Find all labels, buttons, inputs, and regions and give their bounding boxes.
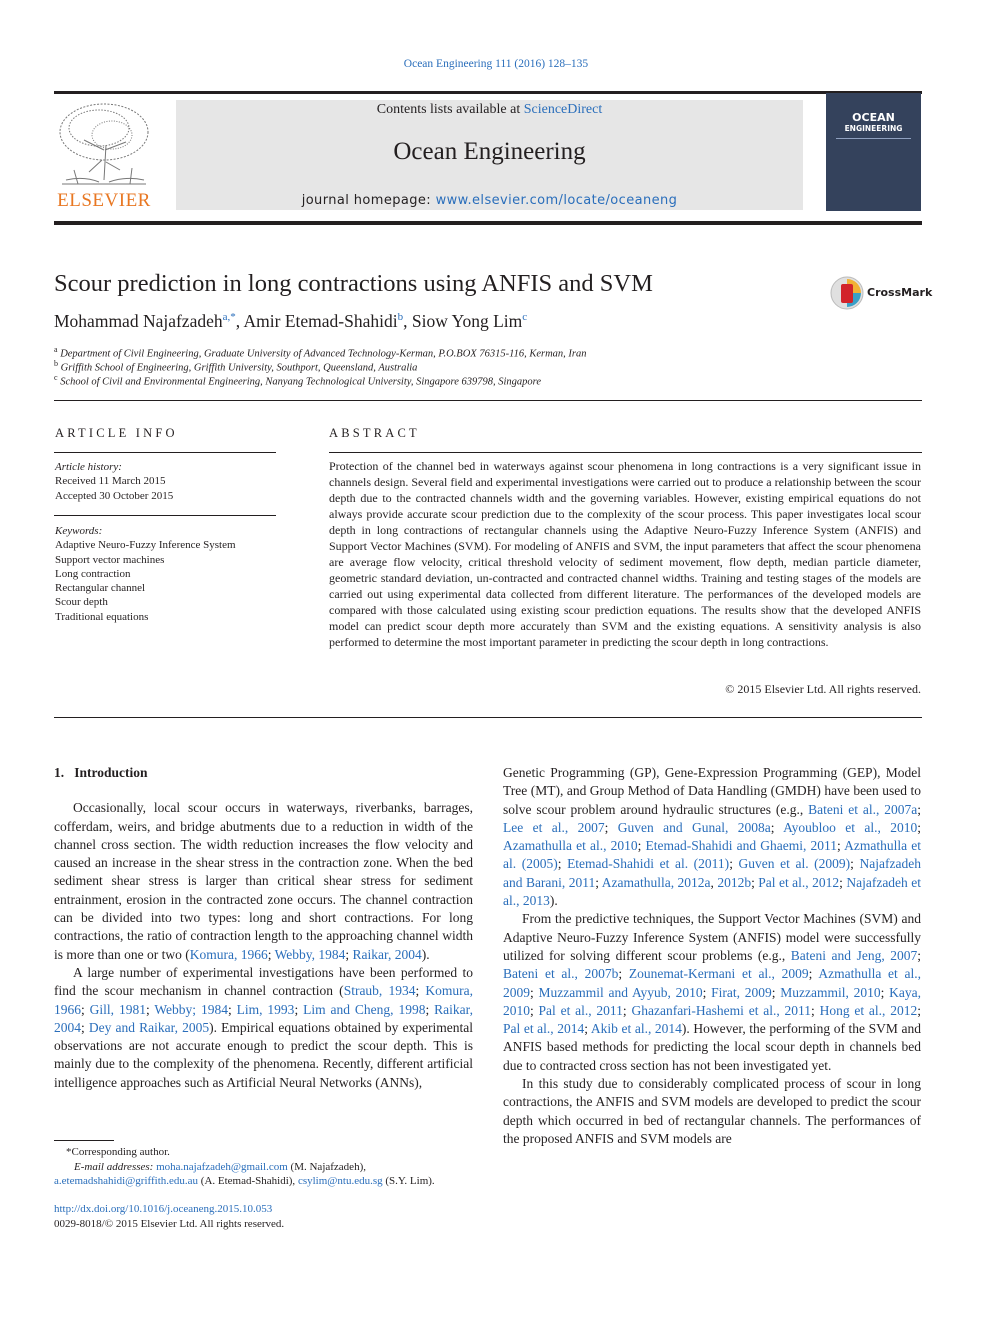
reference-link[interactable]: Komura, 1966 [54,983,473,1017]
reference-link[interactable]: Gill, 1981 [89,1001,146,1017]
email-label: E-mail addresses: [74,1160,157,1173]
asterisk-marker: * [66,1146,72,1158]
paragraph-text: Occasionally, local scour occurs in waterways, riverbanks, barrages, cofferdam, weirs, and bridge abutments due to a reduction in width of the channel cross section. The width reduction increases the flow velocity and caused an increase in the shear stress in the contraction zone. When the bed sediment shear stress is larger than critical shear stress for sediment entrainment, erosion in the contracted zone occurs. The channel contraction can be divided into two types: long and short contractions. For long contractions, the ratio of contraction length to the approaching channel width is more than one or two ( [54,800,473,962]
contents-line [176,102,803,118]
elsevier-wordmark: ELSEVIER [57,190,151,211]
journal-citation[interactable]: Ocean Engineering 111 (2016) 128–135 [403,58,589,70]
contents-prefix: Contents lists available at [376,102,524,117]
homepage-line [176,193,803,208]
affil-marker: c [54,373,58,382]
keyword-item: Adaptive Neuro-Fuzzy Inference System [55,539,236,552]
affil-text: Griffith School of Engineering, Griffith University, Southport, Queensland, Australia [60,362,418,374]
author-name[interactable]: Siow Yong Lim [411,311,523,331]
paragraph [503,1075,921,1148]
reference-link[interactable]: Raikar, 2004 [54,1001,473,1035]
paragraph-text: From the predictive techniques, the Support Vector Machines (SVM) and Adaptive Neuro-Fuzzy Inference System (ANFIS) model were successfully utilized for solving different scour problems (e.g., [503,911,921,963]
reference-link[interactable]: Lim, 1993 [236,1001,295,1017]
reference-link[interactable]: Etemad-Shahidi and Ghaemi, 2011 [645,838,837,854]
body-left-column [54,764,473,1092]
abstract-bottom-rule [54,717,922,718]
reference-link[interactable]: Guven and Gunal, 2008a [617,819,771,835]
reference-link[interactable]: Kaya, 2010 [503,984,921,1018]
crossmark-label: CrossMark [867,286,933,299]
keyword-item: Traditional equations [55,610,149,623]
reference-link[interactable]: Hong et al., 2012 [819,1002,918,1018]
reference-link[interactable]: Bateni et al., 2007b [503,966,619,982]
abstract-copyright: © 2015 Elsevier Ltd. All rights reserved. [725,682,921,696]
doi-link[interactable]: http://dx.doi.org/10.1016/j.oceaneng.2015.10.053 [54,1203,273,1215]
paragraph-text: ). However, the performing of the SVM and ANFIS based methods for predicting the local scour depth in channels bed due to contracted cross section has not been investigated yet. [503,1021,921,1073]
reference-link[interactable]: Najafzadeh et al., 2013 [503,874,921,909]
keywords-label: Keywords: [55,525,103,537]
affil-text: School of Civil and Environmental Engineering, Nanyang Technological University, Singapore 639798, Singapore [60,376,541,388]
email-link[interactable]: moha.najafzadeh@gmail.com [156,1160,288,1173]
keyword-item: Long contraction [55,567,131,580]
reference-link[interactable]: Pal et al., 2014 [503,1021,585,1037]
doi-line [54,1202,272,1217]
reference-link[interactable]: Najafzadeh and Barani, 2011 [503,856,921,890]
email-owner: (A. Etemad-Shahidi), [198,1175,298,1188]
received-date: Received 11 March 2015 [55,475,166,488]
keyword-item: Rectangular channel [55,582,146,595]
author-list [54,311,527,332]
reference-link[interactable]: Webby; 1984 [154,1001,228,1017]
elsevier-logo[interactable] [54,100,154,212]
paragraph-text: In this study due to considerably complicated process of scour in long contractions, the ANFIS and SVM models are developed to predict the scour depth which occurred in bed of rectangular channels. The performances of the proposed ANFIS and SVM models are [503,1076,921,1146]
paragraph-text: ). Empirical equations obtained by experimental observations are not accurate enough to predict the scour depth. This is mainly due to the complexity of the phenomena. Recently, different artificial intelligence approaches such as Artificial Neural Networks (ANNs), [54,1019,473,1090]
reference-link[interactable]: Pal et al., 2012 [758,874,840,890]
affiliation [54,359,417,374]
reference-link[interactable]: Azamathulla, 2012a [601,874,711,890]
keywords-block [55,524,236,624]
reference-link[interactable]: Lim and Cheng, 1998 [303,1001,426,1017]
reference-link[interactable]: 2012b [717,874,752,890]
accepted-date: Accepted 30 October 2015 [55,489,174,502]
paragraph-text: A large number of experimental investigations have been performed to find the scour mechanism in channel contraction ( [54,964,473,999]
reference-link[interactable]: Webby, 1984 [274,946,346,962]
author-separator: , [403,311,412,331]
section-number: 1. [54,765,65,780]
reference-link[interactable]: Akib et al., 2014 [590,1021,682,1037]
email-line [54,1160,474,1175]
paragraph: Occasionally, local scour occurs in waterways, riverbanks, barrages, cofferdam, weirs, and bridge abutments due to a reduction in width of the channel cross section. The width reduction increases the flow velocity and caused an increase in the shear stress in the contraction zone. When the bed sediment shear stress is larger than critical shear stress for sediment entrainment, erosion in the contracted zone occurs. The channel contraction can be divided into two types: long and short contractions. For long contractions, the ratio of contraction length to the approaching channel width is more than one or two (Komura, 1966; Webby, 1984; Raikar, 2004). [54,800,473,962]
author-name[interactable]: Mohammad Najafzadeh [54,311,223,331]
crossmark-icon [829,275,865,311]
abstract-text: Protection of the channel bed in waterways against scour phenomena in long contractions is a very significant issue in channels design. Several field and experimental investigations were carried out to produce a relationship between the scour depth due to the contracted channels width and the governing variables. However, existing empirical equations do not always provide accurate scour prediction due to the complexity of the scour process. This paper investigates local scour depth in long contractions of rectangular channels using the Adaptive Neuro-Fuzzy Inference System (ANFIS) and Support Vector Machines (SVM). For modeling of ANFIS and SVM, the input parameters that affect the scour phenomena are average flow velocity, critical threshold velocity of sediment movement, flow depth, median particle diameter, geometric standard deviation, un-contracted and contracted channel widths. Training and testing stages of the models are carried out using experimental data collected from different literature. The performances of the developed models are compared with those calculated using existing scour prediction equations. The results show that the developed ANFIS model can predict scour depth more accurately than SVM and the existing equations. A sensitivity analysis is also performed to determine the most important parameter in predicting the scour depth in long contractions. [329,459,921,649]
homepage-link[interactable]: www.elsevier.com/locate/oceaneng [435,193,678,208]
footnotes [54,1145,474,1189]
email-link[interactable]: a.etemadshahidi@griffith.edu.au [54,1175,199,1188]
reference-link[interactable]: Straub, 1934 [343,983,416,999]
reference-link[interactable]: Azmathulla et al., 2009 [503,966,921,1000]
article-info-rule [54,452,276,453]
email-line [54,1174,474,1189]
homepage-prefix: journal homepage: [301,193,436,208]
email-link[interactable]: csylim@ntu.edu.sg [297,1175,383,1188]
history-label: Article history: [55,461,122,473]
reference-link[interactable]: Dey and Raikar, 2005 [88,1019,210,1035]
section-heading [54,764,473,782]
reference-link[interactable]: Muzzammil and Ayyub, 2010 [538,984,703,1000]
author-affil-marker[interactable]: b [397,311,404,324]
author-affil-marker[interactable]: c [522,311,528,324]
reference-link[interactable]: Raikar, 2004 [352,946,422,962]
header-bottom-rule [54,221,922,225]
cover-title-line1: OCEAN [852,111,895,124]
reference-link[interactable]: Ayoubloo et al., 2010 [783,819,918,835]
affiliation-rule [54,400,922,401]
reference-link[interactable]: Azamathulla et al., 2010 [503,838,638,854]
reference-link[interactable]: Zounemat-Kermani et al., 2009 [628,966,809,982]
reference-link[interactable]: Etemad-Shahidi et al. (2011) [567,856,730,872]
reference-link[interactable]: Firat, 2009 [711,984,772,1000]
body-right-column [503,764,921,1148]
article-history [55,460,173,503]
journal-cover-thumbnail[interactable] [826,93,921,211]
keywords-rule [54,515,276,516]
article-title: Scour prediction in long contractions using ANFIS and SVM [54,270,653,297]
affil-text: Department of Civil Engineering, Graduate University of Advanced Technology-Kerman, P.O.BOX 76315-116, Kerman, Iran [60,348,587,360]
keyword-item: Support vector machines [55,553,165,566]
reference-link[interactable]: Muzzammil, 2010 [780,984,881,1000]
abstract-rule [329,452,922,453]
corresponding-note [54,1145,474,1160]
reference-link[interactable]: Pal et al., 2011 [538,1002,623,1018]
header-top-rule [54,91,922,94]
keyword-item: Scour depth [55,596,108,609]
email-owner: (M. Najafzadeh), [287,1160,366,1173]
corresponding-text: Corresponding author. [71,1146,170,1158]
paragraph: From the predictive techniques, the Support Vector Machines (SVM) and Adaptive Neuro-Fuzzy Inference System (ANFIS) model were successfully utilized for solving different scour problems (e.g., Bateni and Jeng, 2007; Bateni et al., 2007b; Zounemat-Kermani et al., 2009; Azmathulla et al., 2009; Muzzammil and Ayyub, 2010; Firat, 2009; Muzzammil, 2010; Kaya, 2010; Pal et al., 2011; Ghazanfari-Hashemi et al., 2011; Hong et al., 2012; Pal et al., 2014; Akib et al., 2014). However, the performing of the SVM and ANFIS based methods for predicting the local scour depth in channels bed due to contracted cross section has not been investigated yet. [503,911,921,1073]
cover-title-line2: ENGINEERING [844,124,903,133]
reference-link[interactable]: Bateni and Jeng, 2007 [790,947,918,963]
author-name[interactable]: Amir Etemad-Shahidi [243,311,398,331]
sciencedirect-link[interactable]: ScienceDirect [523,102,603,117]
reference-link[interactable]: Azmathulla et al. (2005) [503,838,921,872]
paragraph-text: Genetic Programming (GP), Gene-Expression Programming (GEP), Model Tree (MT), and Group Method of Data Handling (GMDH) have been used to solve scour problem around hydraulic structures (e.g., [503,765,921,817]
paragraph: A large number of experimental investigations have been performed to find the scour mechanism in channel contraction (Straub, 1934; Komura, 1966; Gill, 1981; Webby; 1984; Lim, 1993; Lim and Cheng, 1998; Raikar, 2004; Dey and Raikar, 2005). Empirical equations obtained by experimental observations are not accurate enough to predict the scour depth. This is mainly due to the complexity of the phenomena. Recently, different artificial intelligence approaches such as Artificial Neural Networks (ANNs), [54,964,473,1090]
reference-link[interactable]: Ghazanfari-Hashemi et al., 2011 [631,1002,812,1018]
reference-link[interactable]: Guven et al. (2009) [738,856,851,872]
reference-link[interactable]: Bateni et al., 2007a [808,801,918,817]
email-owner: (S.Y. Lim). [382,1175,435,1188]
reference-link[interactable]: Lee et al., 2007 [503,819,605,835]
affiliation [54,345,586,360]
cover-divider [836,138,911,139]
article-info-heading: ARTICLE INFO [55,426,178,440]
issn-line: 0029-8018/© 2015 Elsevier Ltd. All rights reserved. [54,1218,285,1230]
affil-marker: a [54,345,58,354]
abstract-heading: ABSTRACT [329,426,420,440]
reference-link[interactable]: Komura, 1966 [189,946,268,962]
journal-title[interactable]: Ocean Engineering [393,138,586,165]
journal-banner [176,100,803,210]
footnote-rule [54,1140,114,1141]
elsevier-tree-icon [54,100,154,190]
section-title: Introduction [74,765,148,780]
affil-marker: b [54,359,58,368]
paragraph: Genetic Programming (GP), Gene-Expression Programming (GEP), Model Tree (MT), and Group Method of Data Handling (GMDH) have been used to solve scour problem around hydraulic structures (e.g., Bateni et al., 2007a; Lee et al., 2007; Guven and Gunal, 2008a; Ayoubloo et al., 2010; Azamathulla et al., 2010; Etemad-Shahidi and Ghaemi, 2011; Azmathulla et al. (2005); Etemad-Shahidi et al. (2011); Guven et al. (2009); Najafzadeh and Barani, 2011; Azamathulla, 2012a, 2012b; Pal et al., 2012; Najafzadeh et al., 2013). [503,765,922,909]
author-separator: , [235,311,244,331]
author-affil-marker[interactable]: a,* [222,311,236,324]
crossmark-button[interactable] [829,275,933,311]
affiliation [54,373,541,388]
